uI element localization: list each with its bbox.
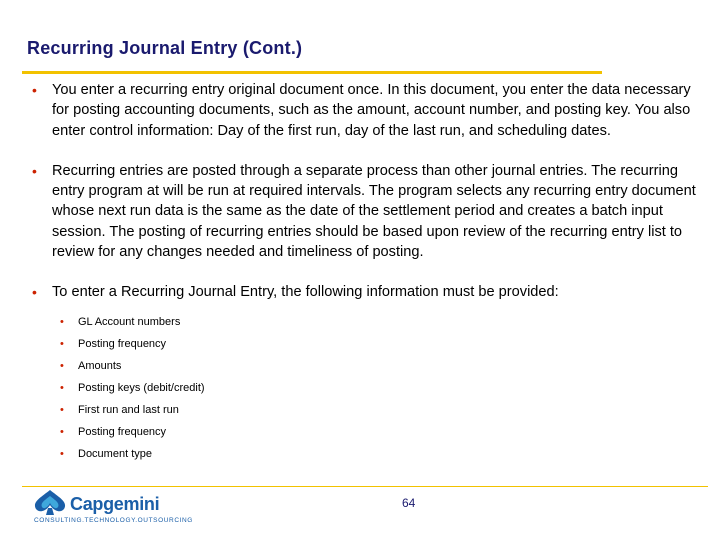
sub-bullet-text: Posting frequency: [78, 337, 167, 350]
bullet-text: You enter a recurring entry original document once. In this document, you enter the data necessary for posting accounting documents, such as the amount, account number, and posting key. You also enter control information: Day of the first run, day of the last run, and scheduling dates.: [52, 82, 691, 139]
sub-bullet-text: GL Account numbers: [78, 315, 181, 328]
sub-bullet-text: Posting frequency: [78, 425, 167, 438]
bullet-text: Recurring entries are posted through a separate process than other journal entries. The recurring entry program at will be run at required intervals. The program selects any recurring entry document whose next run data is the same as the date of the settlement period and creates a batch input session. The posting of recurring entries should be based upon review of the recurring entry list to review for any changes needed and timeliness of posting.: [52, 162, 696, 261]
sub-bullet-dot: •: [60, 447, 64, 460]
title-underline: [22, 71, 602, 74]
sub-bullet-item: [52, 421, 710, 443]
sub-bullet-item: [52, 377, 710, 399]
sub-bullet-dot: •: [60, 359, 64, 372]
bullet-dot: •: [32, 284, 37, 301]
sub-bullet-text: Posting keys (debit/credit): [78, 381, 205, 394]
sub-bullet-item: [52, 333, 710, 355]
sub-bullet-text: Amounts: [78, 359, 122, 372]
bullet-text: To enter a Recurring Journal Entry, the following information must be provided:: [52, 284, 559, 301]
capgemini-logo: [30, 488, 193, 528]
logo-wordmark: Capgemini: [70, 494, 160, 514]
bullet-item: [30, 80, 710, 141]
sub-bullet-text: First run and last run: [78, 403, 179, 416]
sub-bullet-dot: •: [60, 337, 64, 350]
sub-bullet-dot: •: [60, 425, 64, 438]
sub-bullet-dot: •: [60, 315, 64, 328]
sub-bullet-text: Document type: [78, 447, 152, 460]
sub-bullet-item: [52, 311, 710, 333]
logo-tagline: CONSULTING.TECHNOLOGY.OUTSOURCING: [34, 517, 193, 524]
bullet-item: [30, 161, 710, 262]
bullet-dot: •: [32, 82, 37, 98]
sub-bullet-item: [52, 443, 710, 465]
sub-bullet-list: [52, 311, 710, 465]
bullet-dot: •: [32, 162, 37, 179]
bullet-item: [30, 282, 710, 464]
page-number: 64: [402, 496, 416, 510]
bullet-list: [30, 80, 710, 465]
sub-bullet-dot: •: [60, 403, 64, 416]
footer-divider: [22, 486, 708, 487]
sub-bullet-item: [52, 355, 710, 377]
sub-bullet-item: [52, 399, 710, 421]
sub-bullet-dot: •: [60, 381, 64, 394]
slide-title: Recurring Journal Entry (Cont.): [27, 38, 303, 58]
spade-icon: [30, 488, 70, 516]
